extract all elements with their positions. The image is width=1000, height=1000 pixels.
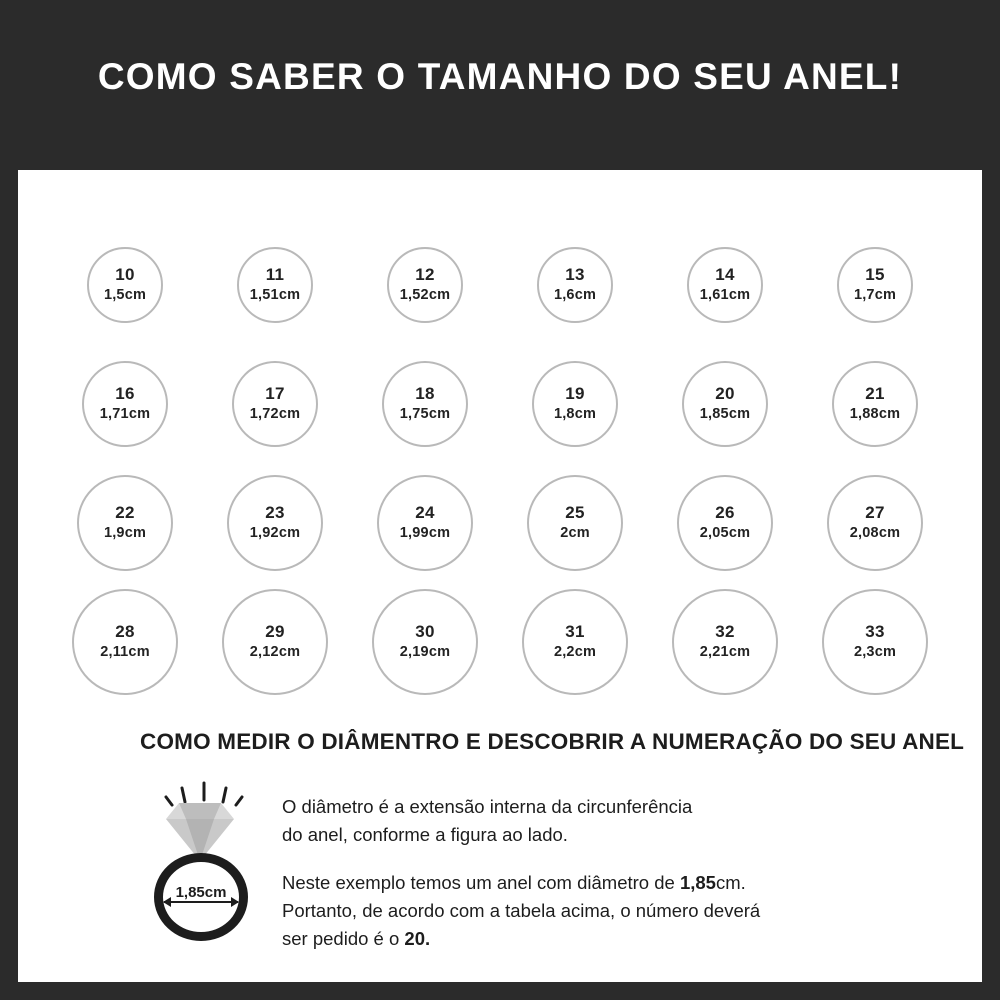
ring-size-item — [237, 247, 313, 323]
ring-size-diameter: 1,88cm — [849, 406, 901, 423]
ring-size-number: 14 — [715, 264, 735, 284]
ring-size-diameter: 2,11cm — [100, 644, 150, 661]
ring-size-item — [827, 475, 923, 571]
ring-size-item — [687, 247, 763, 323]
ring-size-diameter: 1,72cm — [249, 406, 301, 423]
paragraph-two-line-three: ser pedido é o — [282, 928, 405, 950]
instructions-block — [140, 781, 900, 954]
ring-size-number: 30 — [415, 621, 435, 641]
ring-size-diameter: 1,71cm — [99, 406, 151, 423]
ring-size-item — [822, 589, 928, 695]
ring-size-item — [832, 361, 918, 447]
paragraph-one-line-one: O diâmetro é a extensão interna da circunferência — [282, 796, 693, 817]
ring-size-number: 24 — [415, 502, 435, 522]
paragraph-one-line-two: do anel, conforme a figura ao lado. — [282, 824, 568, 846]
ring-size-item — [87, 247, 163, 323]
instructions-text — [282, 781, 760, 954]
ring-size-number: 18 — [415, 383, 435, 403]
paragraph-two-part-two: cm. — [715, 872, 746, 894]
ring-size-number: 29 — [265, 621, 285, 641]
ring-size-number: 17 — [265, 383, 285, 403]
ring-size-number: 11 — [265, 264, 285, 284]
ring-size-number: 19 — [565, 383, 585, 403]
ring-size-diameter: 2cm — [560, 525, 590, 542]
ring-size-number: 21 — [865, 383, 885, 403]
ring-size-diameter: 1,8cm — [553, 406, 597, 423]
ring-size-diameter: 1,6cm — [553, 287, 597, 304]
ring-size-number: 33 — [865, 621, 885, 641]
paragraph-one — [282, 793, 760, 849]
ring-size-item — [377, 475, 473, 571]
ring-size-grid — [50, 170, 950, 701]
ring-size-diameter: 2,3cm — [853, 644, 897, 661]
ring-size-item — [682, 361, 768, 447]
paragraph-two-line-two: Portanto, de acordo com a tabela acima, o número deverá — [282, 900, 761, 922]
ring-size-number: 23 — [265, 502, 285, 522]
ring-size-number: 31 — [565, 621, 585, 641]
ring-size-diameter: 1,92cm — [249, 525, 301, 542]
ring-size-item — [537, 247, 613, 323]
ring-size-diameter: 2,05cm — [699, 525, 751, 542]
ring-size-number: 15 — [865, 264, 885, 284]
ring-size-item — [387, 247, 463, 323]
ring-size-item — [372, 589, 478, 695]
ring-size-number: 16 — [115, 383, 135, 403]
ring-size-diameter: 2,19cm — [399, 644, 451, 661]
ring-size-diameter: 1,7cm — [853, 287, 897, 304]
paragraph-two-part-one: Neste exemplo temos um anel com diâmetro de — [282, 872, 680, 894]
ring-diagram — [140, 781, 260, 941]
ring-size-item — [232, 361, 318, 447]
ring-size-diameter: 1,52cm — [399, 287, 451, 304]
ring-size-diameter: 1,9cm — [103, 525, 147, 542]
ring-size-item — [527, 475, 623, 571]
ring-size-diameter: 1,51cm — [249, 287, 301, 304]
ring-size-number: 20 — [715, 383, 735, 403]
ring-size-item — [672, 589, 778, 695]
ring-size-item — [72, 589, 178, 695]
ring-size-diameter: 1,99cm — [399, 525, 451, 542]
ring-size-diameter: 2,08cm — [849, 525, 901, 542]
page-title: COMO SABER O TAMANHO DO SEU ANEL! — [97, 56, 903, 97]
example-diameter-value: 1,85 — [679, 872, 716, 894]
ring-size-diameter: 1,75cm — [399, 406, 451, 423]
ring-size-item — [77, 475, 173, 571]
ring-size-diameter: 1,61cm — [699, 287, 751, 304]
ring-size-item — [677, 475, 773, 571]
ring-size-number: 22 — [115, 502, 135, 522]
ring-size-diameter: 2,21cm — [699, 644, 751, 661]
ring-size-number: 32 — [715, 621, 735, 641]
ring-size-number: 26 — [715, 502, 735, 522]
ring-size-number: 10 — [115, 264, 135, 284]
example-size-value: 20. — [404, 928, 431, 950]
ring-size-item — [227, 475, 323, 571]
ring-size-diameter: 1,5cm — [103, 287, 147, 304]
ring-size-item — [532, 361, 618, 447]
ring-size-number: 27 — [865, 502, 885, 522]
paragraph-two — [282, 869, 760, 953]
diameter-arrow-icon — [164, 901, 238, 903]
ring-size-item — [837, 247, 913, 323]
content-card — [18, 170, 982, 982]
ring-size-item — [382, 361, 468, 447]
instructions-subtitle: COMO MEDIR O DIÂMENTRO E DESCOBRIR A NUMERAÇÃO DO SEU ANEL — [140, 729, 965, 754]
ring-size-item — [222, 589, 328, 695]
ring-size-item — [522, 589, 628, 695]
ring-size-number: 13 — [565, 264, 585, 284]
ring-size-item — [82, 361, 168, 447]
ring-size-number: 25 — [565, 502, 585, 522]
ring-size-number: 28 — [115, 621, 135, 641]
ring-size-diameter: 2,12cm — [249, 644, 301, 661]
ring-size-diameter: 1,85cm — [699, 406, 751, 423]
ring-size-number: 12 — [415, 264, 435, 284]
ring-size-diameter: 2,2cm — [553, 644, 597, 661]
ring-diameter-label: 1,85cm — [175, 884, 227, 901]
